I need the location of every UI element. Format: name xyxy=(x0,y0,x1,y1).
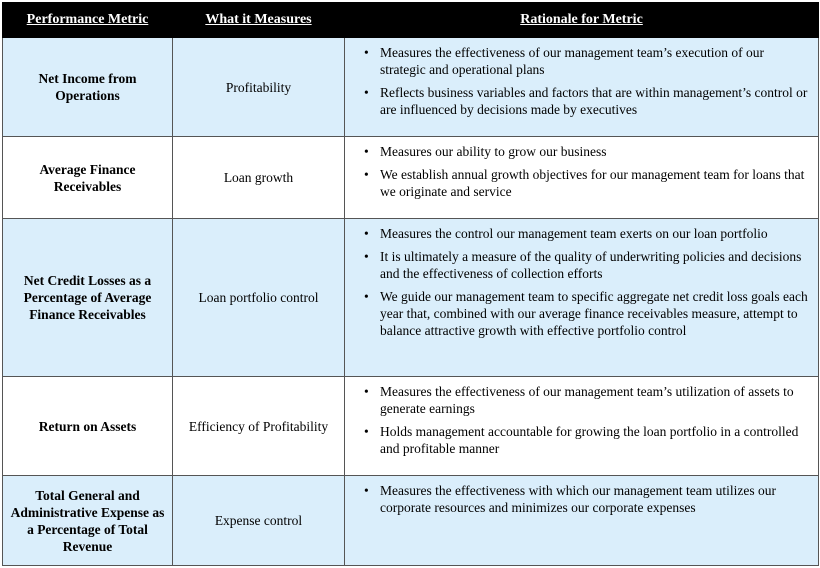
table-row xyxy=(3,377,819,476)
rationale-cell xyxy=(345,38,819,137)
bullet-icon: • xyxy=(364,289,369,304)
rationale-text: Measures our ability to grow our business xyxy=(380,144,607,159)
metric-measure: Profitability xyxy=(173,38,345,137)
metric-name: Net Credit Losses as a Percentage of Average Finance Receivables xyxy=(3,219,173,377)
rationale-text: Reflects business variables and factors that are within management’s control or are influenced by decisions made by executives xyxy=(380,85,808,117)
bullet-icon: • xyxy=(364,249,369,264)
table-row xyxy=(3,219,819,377)
bullet-icon: • xyxy=(364,424,369,439)
performance-metrics-table xyxy=(2,2,819,566)
bullet-icon: • xyxy=(364,167,369,182)
rationale-cell xyxy=(345,219,819,377)
rationale-cell xyxy=(345,137,819,219)
rationale-list xyxy=(353,143,810,200)
header-rationale: Rationale for Metric xyxy=(345,3,819,38)
rationale-text: Measures the effectiveness of our management team’s execution of our strategic and operational plans xyxy=(380,45,764,77)
bullet-icon: • xyxy=(364,226,369,241)
table-row xyxy=(3,476,819,566)
bullet-icon: • xyxy=(364,85,369,100)
bullet-icon: • xyxy=(364,483,369,498)
rationale-text: Holds management accountable for growing the loan portfolio in a controlled and profitable manner xyxy=(380,424,799,456)
rationale-item xyxy=(353,143,810,160)
rationale-text: Measures the effectiveness of our management team’s utilization of assets to generate earnings xyxy=(380,384,794,416)
metric-measure: Efficiency of Profitability xyxy=(173,377,345,476)
header-row xyxy=(3,3,819,38)
rationale-item xyxy=(353,423,810,457)
rationale-item xyxy=(353,482,810,516)
rationale-text: It is ultimately a measure of the quality of underwriting policies and decisions and the effectiveness of collection efforts xyxy=(380,249,802,281)
rationale-list xyxy=(353,225,810,339)
rationale-item xyxy=(353,225,810,242)
rationale-list xyxy=(353,482,810,516)
rationale-list xyxy=(353,44,810,118)
table-row xyxy=(3,137,819,219)
rationale-text: We establish annual growth objectives for our management team for loans that we originate and service xyxy=(380,167,805,199)
rationale-item xyxy=(353,383,810,417)
bullet-icon: • xyxy=(364,45,369,60)
header-what-it-measures: What it Measures xyxy=(173,3,345,38)
metric-measure: Expense control xyxy=(173,476,345,566)
metric-measure: Loan growth xyxy=(173,137,345,219)
bullet-icon: • xyxy=(364,384,369,399)
rationale-item xyxy=(353,166,810,200)
bullet-icon: • xyxy=(364,144,369,159)
rationale-text: Measures the effectiveness with which our management team utilizes our corporate resources and minimizes our corporate expenses xyxy=(380,483,776,515)
rationale-text: We guide our management team to specific aggregate net credit loss goals each year that, combined with our average finance receivables measure, attempt to balance attractive growth with effective portfolio control xyxy=(380,289,808,338)
metric-name: Average Finance Receivables xyxy=(3,137,173,219)
rationale-item xyxy=(353,248,810,282)
rationale-cell xyxy=(345,377,819,476)
table-row xyxy=(3,38,819,137)
header-performance-metric: Performance Metric xyxy=(3,3,173,38)
rationale-text: Measures the control our management team exerts on our loan portfolio xyxy=(380,226,768,241)
metric-name: Total General and Administrative Expense as a Percentage of Total Revenue xyxy=(3,476,173,566)
metric-name: Return on Assets xyxy=(3,377,173,476)
rationale-cell xyxy=(345,476,819,566)
rationale-item xyxy=(353,84,810,118)
rationale-list xyxy=(353,383,810,457)
metric-measure: Loan portfolio control xyxy=(173,219,345,377)
rationale-item xyxy=(353,288,810,339)
metric-name: Net Income from Operations xyxy=(3,38,173,137)
rationale-item xyxy=(353,44,810,78)
